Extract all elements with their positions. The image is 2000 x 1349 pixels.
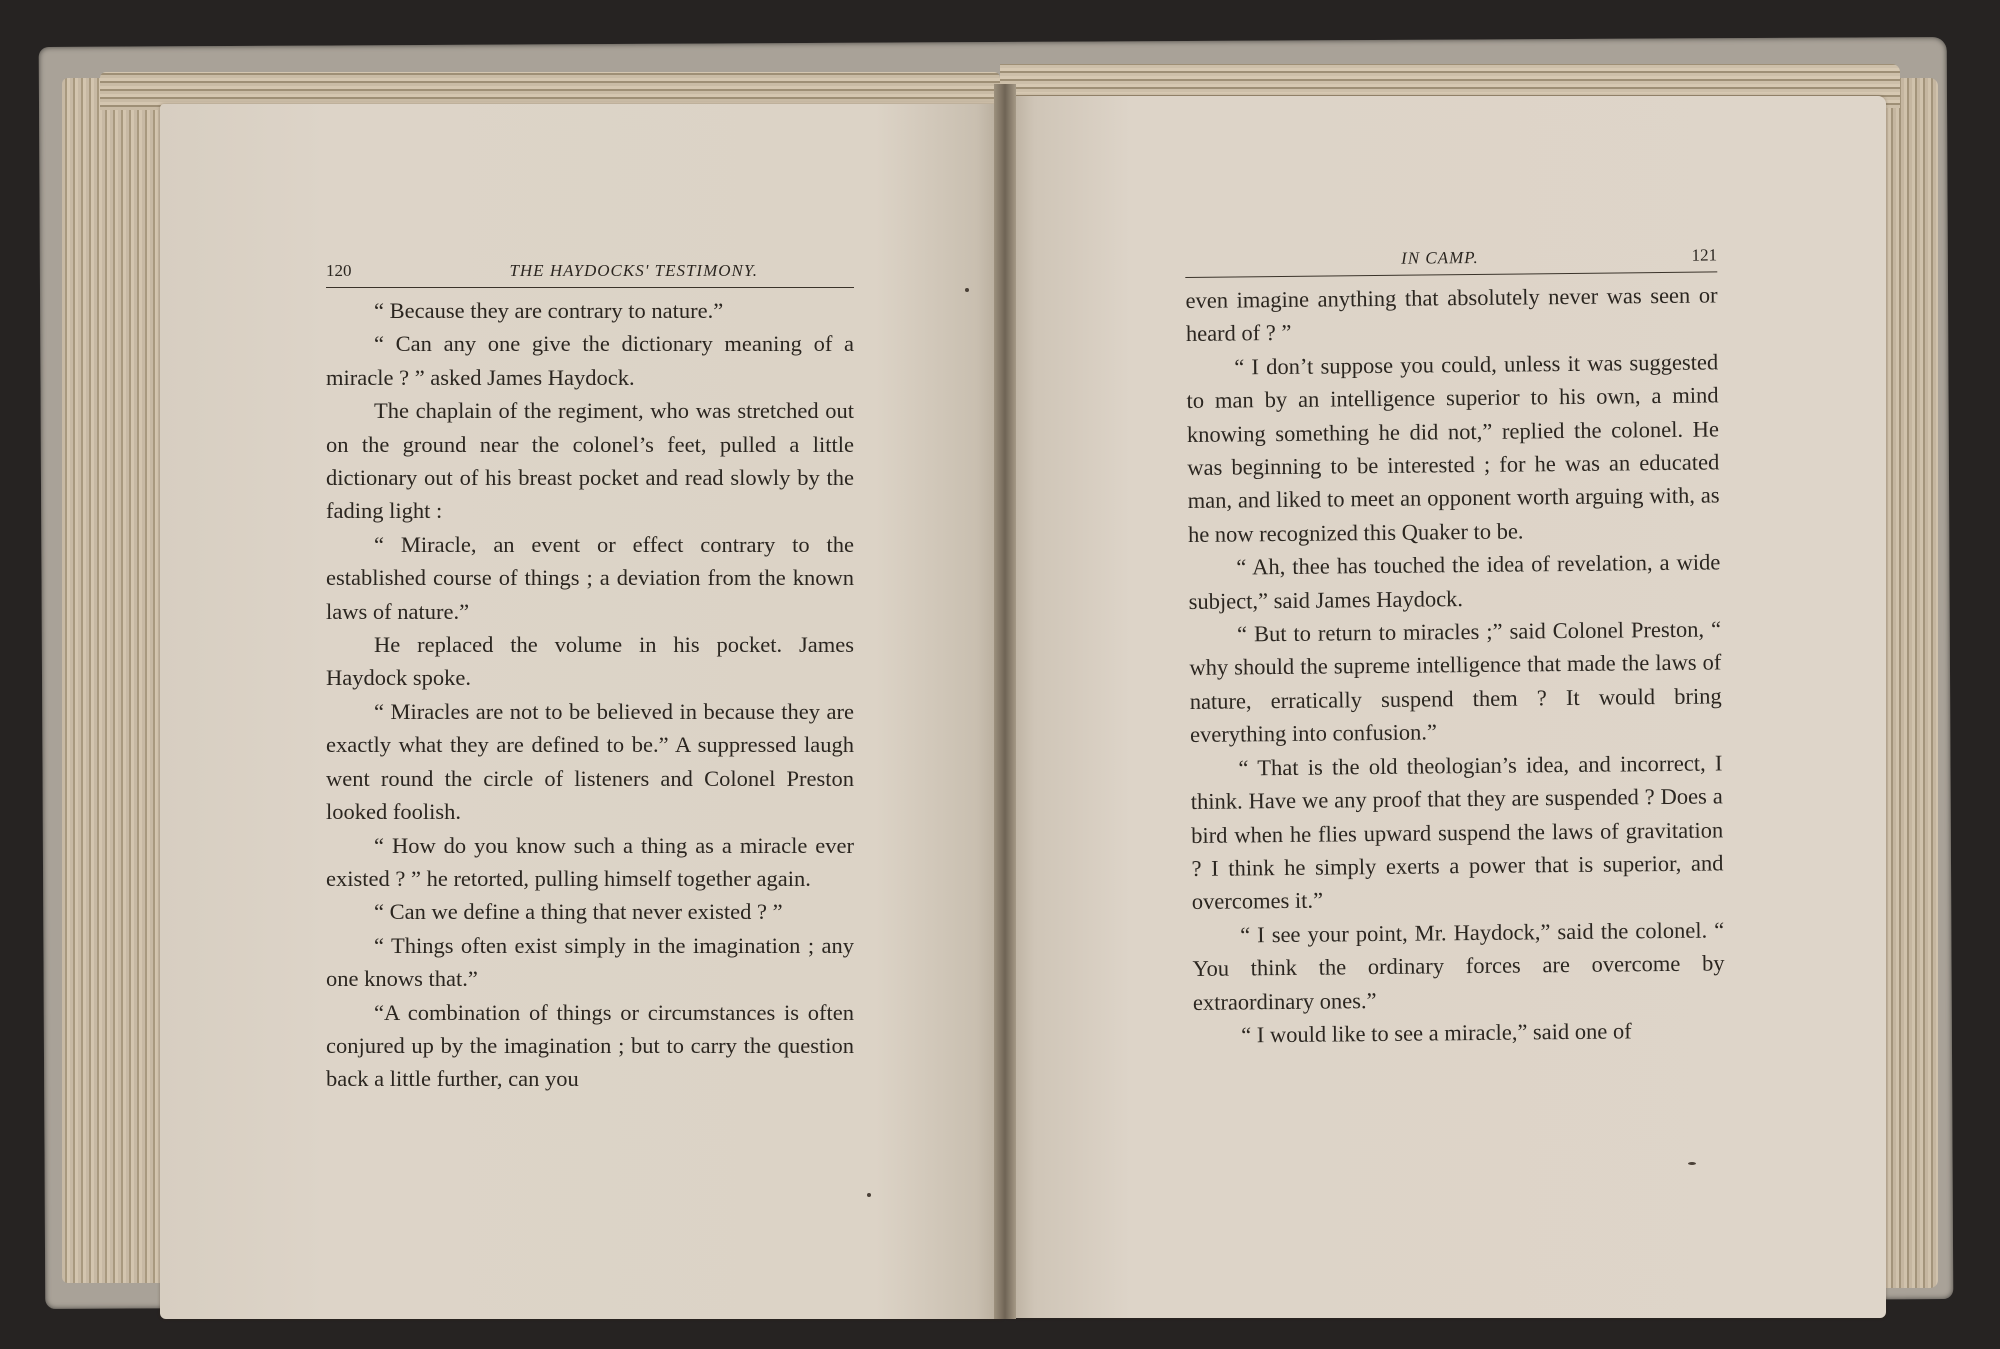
paragraph: “ Ah, thee has touched the idea of revelation, a wide subject,” said James Haydock. bbox=[1188, 549, 1721, 614]
paragraph: “ Miracle, an event or effect contrary to the established course of things ; a deviation from the known laws of nature.” bbox=[326, 531, 854, 624]
paragraph: “ Because they are contrary to nature.” bbox=[374, 298, 724, 323]
right-page-body bbox=[1185, 278, 1725, 1052]
paragraph: “ I would like to see a miracle,” said one of bbox=[1241, 1018, 1632, 1048]
left-page-text bbox=[326, 259, 854, 1096]
paper-speck bbox=[867, 1193, 871, 1197]
paragraph: “ I don’t suppose you could, unless it was suggested to man by an intelligence superior to his own, a mind knowing something he did not,” replied the colonel. He was beginning to be interested ; for he was an educated man, and liked to meet an opponent worth arguing with, as he now recognized this Quaker to be. bbox=[1186, 349, 1720, 547]
paper-speck bbox=[1688, 1162, 1696, 1165]
paragraph: “ Things often exist simply in the imagination ; any one knows that.” bbox=[326, 932, 854, 992]
right-running-title: IN CAMP. bbox=[1401, 247, 1479, 268]
paragraph: “ I see your point, Mr. Haydock,” said the colonel. “ You think the ordinary forces are overcome by extraordinary ones.” bbox=[1192, 917, 1725, 1015]
page-edges-right bbox=[1880, 78, 1938, 1288]
paper-speck bbox=[965, 288, 969, 292]
paragraph: “ Can any one give the dictionary meaning of a miracle ? ” asked James Haydock. bbox=[326, 331, 854, 390]
paragraph: “ That is the old theologian’s idea, and incorrect, I think. Have we any proof that they are suspended ? Does a bird when he flies upward suspend the laws of gravitation ? I think he simply exerts a power that is superior, and overcomes it.” bbox=[1190, 750, 1724, 915]
paragraph: He replaced the volume in his pocket. James Haydock spoke. bbox=[326, 632, 854, 691]
left-running-title: THE HAYDOCKS' TESTIMONY. bbox=[509, 261, 758, 280]
book-gutter bbox=[994, 84, 1016, 1319]
paragraph: The chaplain of the regiment, who was stretched out on the ground near the colonel’s feet, pulled a little dictionary out of his breast pocket and read slowly by the fading light : bbox=[326, 398, 854, 524]
right-page-number: 121 bbox=[1691, 245, 1718, 265]
right-running-head bbox=[1185, 243, 1717, 278]
page-edges-left bbox=[62, 78, 172, 1283]
left-running-head bbox=[326, 259, 854, 288]
paragraph: “ How do you know such a thing as a miracle ever existed ? ” he retorted, pulling himself together again. bbox=[326, 832, 854, 891]
paragraph: even imagine anything that absolutely never was seen or heard of ? ” bbox=[1185, 282, 1718, 347]
paragraph: “ But to return to miracles ;” said Colonel Preston, “ why should the supreme intelligence that made the laws of nature, erratically suspend them ? It would bring everything into confusion.” bbox=[1189, 616, 1722, 748]
left-page-body bbox=[326, 294, 854, 1096]
paragraph: “A combination of things or circumstances is often conjured up by the imagination ; but to carry the question back a little further, can you bbox=[326, 999, 854, 1092]
paragraph: “ Miracles are not to be believed in because they are exactly what they are defined to be.” A suppressed laugh went round the circle of listeners and Colonel Preston looked foolish. bbox=[326, 698, 854, 825]
left-page-number: 120 bbox=[326, 261, 352, 280]
paragraph: “ Can we define a thing that never existed ? ” bbox=[374, 899, 783, 925]
right-page-text bbox=[1185, 243, 1725, 1052]
